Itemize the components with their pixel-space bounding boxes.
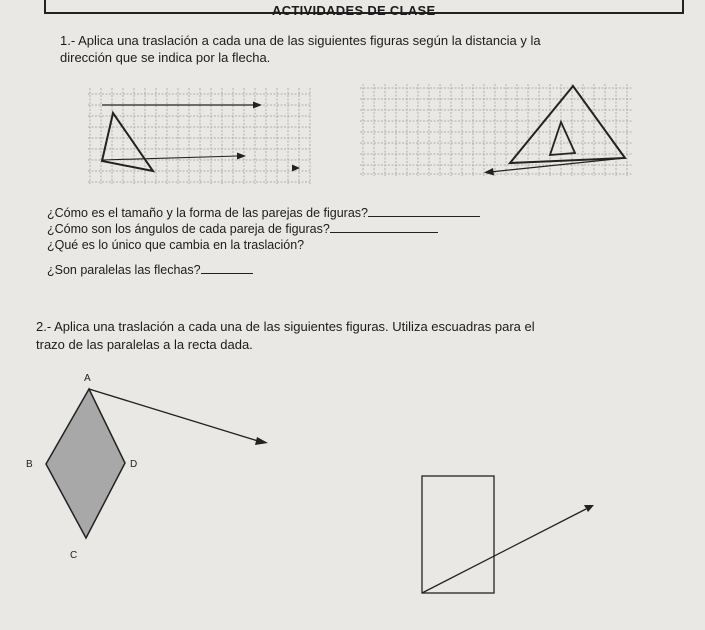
rhombus-shape bbox=[46, 389, 125, 538]
arrow-middle-head bbox=[237, 153, 246, 160]
vertex-a-label: A bbox=[84, 373, 91, 384]
question-4-text: ¿Son paralelas las flechas? bbox=[47, 263, 201, 277]
arrow-bottom-left-head bbox=[484, 168, 494, 176]
exercise1-instruction-line1: 1.- Aplica una traslación a cada una de las siguientes figuras según la distancia y la bbox=[60, 33, 541, 48]
question-3-text: ¿Qué es lo único que cambia en la traslación? bbox=[47, 238, 305, 252]
small-triangle bbox=[550, 122, 575, 155]
arrow-middle bbox=[102, 156, 238, 160]
rectangle-arrow bbox=[422, 509, 586, 593]
answer-blank-4[interactable] bbox=[201, 263, 253, 274]
exercise2-instruction-line2: trazo de las paralelas a la recta dada. bbox=[36, 337, 253, 352]
rectangle-arrow-head bbox=[584, 505, 594, 512]
question-4 bbox=[47, 263, 253, 278]
triangle-shape bbox=[102, 113, 153, 171]
exercise2-instruction-line1: 2.- Aplica una traslación a cada una de las siguientes figuras. Utiliza escuadras para el bbox=[36, 319, 535, 334]
exercise1-instruction-line2: dirección que se indica por la flecha. bbox=[60, 50, 271, 65]
question-1 bbox=[47, 206, 480, 221]
question-2-text: ¿Cómo son los ángulos de cada pareja de figuras? bbox=[47, 222, 330, 236]
question-2 bbox=[47, 222, 438, 237]
page-title: ACTIVIDADES DE CLASE bbox=[272, 3, 436, 18]
rhombus-arrow bbox=[89, 389, 258, 441]
left-grid-figure bbox=[88, 88, 313, 186]
rhombus-figure bbox=[0, 360, 300, 570]
rectangle-figure bbox=[410, 470, 610, 600]
rectangle-shape bbox=[422, 476, 494, 593]
vertex-d-label: D bbox=[130, 459, 138, 470]
answer-blank-2[interactable] bbox=[330, 222, 438, 233]
large-triangle bbox=[510, 86, 625, 163]
rhombus-arrow-head bbox=[255, 437, 268, 445]
vertex-c-label: C bbox=[70, 550, 78, 561]
left-grid-lines bbox=[88, 88, 310, 184]
question-3 bbox=[47, 238, 304, 253]
right-grid-lines bbox=[360, 84, 632, 176]
answer-blank-1[interactable] bbox=[368, 206, 480, 217]
arrow-top-head bbox=[253, 102, 262, 109]
vertex-b-label: B bbox=[26, 459, 33, 470]
question-1-text: ¿Cómo es el tamaño y la forma de las parejas de figuras? bbox=[47, 206, 368, 220]
right-grid-figure bbox=[360, 84, 635, 176]
